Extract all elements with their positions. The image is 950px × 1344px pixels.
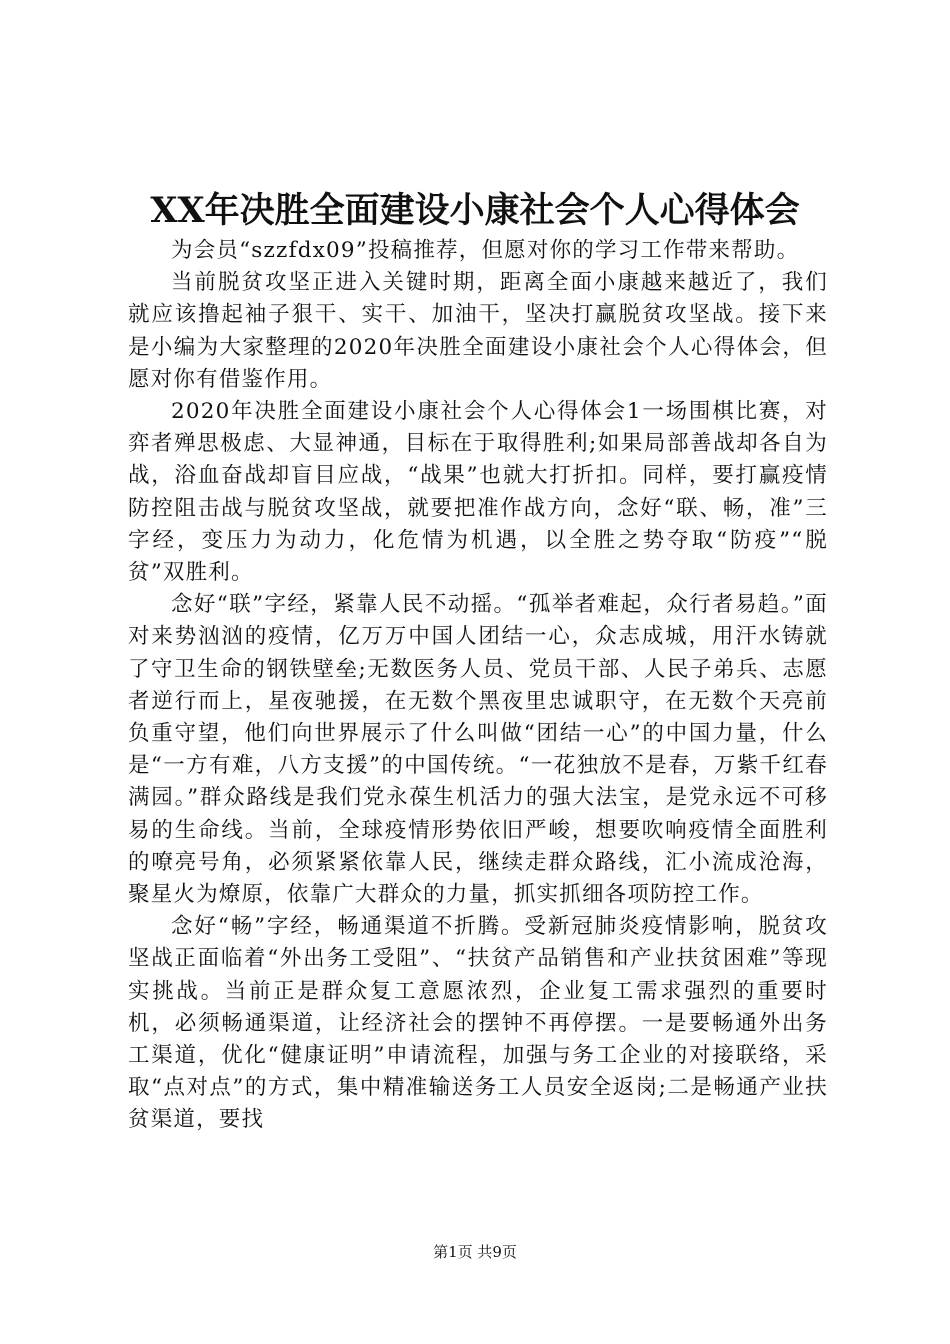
paragraph-context: 当前脱贫攻坚正进入关键时期，距离全面小康越来越近了，我们就应该撸起袖子狠干、实干、加油干，坚决打赢脱贫攻坚战。接下来是小编为大家整理的2020年决胜全面建设小康社会个人心得体会，但愿对你有借鉴作用。: [128, 270, 828, 392]
paragraph-lian: 念好“联”字经，紧靠人民不动摇。“孤举者难起，众行者易趋。”面对来势汹汹的疫情，亿万万中国人团结一心，众志成城，用汗水铸就了守卫生命的钢铁壁垒;无数医务人员、党员干部、人民子弟兵、志愿者逆行而上，星夜驰援，在无数个黑夜里忠诚职守，在无数个天亮前负重守望，他们向世界展示了什么叫做“团结一心”的中国力量，什么是“一方有难，八方支援”的中国传统。“一花独放不是春，万紫千红春满园。”群众路线是我们党永葆生机活力的强大法宝，是党永远不可移易的生命线。当前，全球疫情形势依旧严峻，想要吹响疫情全面胜利的嘹亮号角，必须紧紧依靠人民，继续走群众路线，汇小流成沧海，聚星火为燎原，依靠广大群众的力量，抓实抓细各项防控工作。: [128, 592, 828, 908]
page-number-footer: 第1页 共9页: [433, 1243, 517, 1261]
document-body: [128, 235, 828, 1137]
paragraph-chang: 念好“畅”字经，畅通渠道不折腾。受新冠肺炎疫情影响，脱贫攻坚战正面临着“外出务工受阻”、“扶贫产品销售和产业扶贫困难”等现实挑战。当前正是群众复工意愿浓烈，企业复工需求强烈的重要时机，必须畅通渠道，让经济社会的摆钟不再停摆。一是要畅通外出务工渠道，优化“健康证明”申请流程，加强与务工企业的对接联络，采取“点对点”的方式，集中精准输送务工人员安全返岗;二是畅通产业扶贫渠道，要找: [128, 914, 828, 1133]
document-title: XX年决胜全面建设小康社会个人心得体会: [150, 190, 800, 231]
paragraph-intro: 为会员“szzfdx09”投稿推荐，但愿对你的学习工作带来帮助。: [171, 238, 800, 263]
paragraph-essay-opening: 2020年决胜全面建设小康社会个人心得体会1一场围棋比赛，对弈者殚思极虑、大显神通，目标在于取得胜利;如果局部善战却各自为战，浴血奋战却盲目应战，“战果”也就大打折扣。同样，要打赢疫情防控阻击战与脱贫攻坚战，就要把准作战方向，念好“联、畅，准”三字经，变压力为动力，化危情为机遇，以全胜之势夺取“防疫”“脱贫”双胜利。: [128, 399, 828, 586]
